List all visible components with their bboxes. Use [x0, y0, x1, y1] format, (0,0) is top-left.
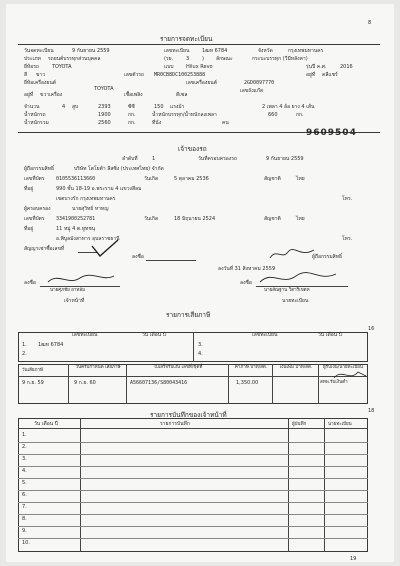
tax-col-divider-1	[68, 364, 69, 404]
year-value: 2016	[340, 64, 353, 70]
vehicle-class-value: 3	[186, 56, 190, 62]
owner-signature	[268, 246, 316, 262]
seat-unit: คน	[222, 120, 229, 126]
officer-log-row-number: 4.	[22, 468, 27, 474]
tax-col-divider-3	[228, 364, 229, 404]
owner-address-line1: 990 ชั้น 18-19 อ.พระราม 4 แขวงสีลม	[56, 186, 142, 192]
gross-weight-label: น้ำหนักรวม	[24, 120, 49, 126]
registrar-sign-line	[256, 286, 348, 287]
gross-weight-value: 2560	[98, 120, 111, 126]
color-value: ขาว	[36, 72, 46, 78]
reg-date-value: 9 กันยายน 2559	[72, 48, 110, 54]
officer-log-col-divider-2	[288, 418, 289, 552]
load-unit: กก.	[296, 112, 304, 118]
tax-date-header-left: วัน เดือน ปี	[142, 332, 166, 338]
officer-sign-prefix: ลงชื่อ	[24, 280, 36, 286]
chassis-label: เลขตัวรถ	[124, 72, 144, 78]
owner-address-line2: เขตบางรัก กรุงเทพมหานคร	[56, 196, 116, 202]
chassis-location-label: อยู่ที่	[306, 72, 316, 78]
officer-log-header-rule	[18, 428, 368, 429]
tax-header-signer: ผู้รับเงิน/นายทะเบียน	[323, 365, 363, 370]
owner-order-value: 1	[152, 156, 156, 162]
engine-number-value: 2GD0097770	[244, 80, 275, 86]
tax-corner-number: 16	[368, 326, 375, 332]
tax-plate-row3-number: 3.	[198, 342, 203, 348]
cylinders-value: 4	[62, 104, 66, 110]
tax-row-receipt: A56607136/S80043416	[130, 380, 188, 386]
holder-value: นายสุวิทย์ หาทญ	[72, 206, 109, 212]
officer-log-col-divider-1	[80, 418, 81, 552]
owner-sign-prefix: ลงชื่อ	[132, 254, 144, 260]
owner-heading: เจ้าของรถ	[178, 145, 207, 153]
engine-location-value: ขวาเครื่อง	[40, 92, 63, 98]
officer-log-row-number: 7.	[22, 504, 27, 510]
holder-address-line1: 11 หมู่ 4 ต.หูทชนุ	[56, 226, 96, 232]
year-label: รุ่นปี ค.ศ.	[306, 64, 327, 70]
engine-location-label: อยู่ที่	[24, 92, 34, 98]
officer-log-row-rule	[18, 454, 368, 455]
owner-sign-caption: ผู้ถือกรรมสิทธิ์	[312, 254, 343, 260]
officer-log-row-number: 9.	[22, 528, 27, 534]
officer-signature-check	[90, 238, 120, 260]
officer-sign-line	[40, 286, 120, 287]
officer-log-row-number: 5.	[22, 480, 27, 486]
owner-id-value: 0105536113660	[56, 176, 96, 182]
registrar-name: นายสัณฐาน วิดาริเขตห	[264, 288, 310, 293]
tax-col-divider-4	[272, 364, 273, 404]
officer-log-row-rule	[18, 502, 368, 503]
cc-unit: ซีซี	[128, 104, 135, 110]
officer-log-row-rule	[18, 514, 368, 515]
province-value: กรุงเทพมหานคร	[288, 48, 324, 54]
plate-value: 1ฒห 6784	[202, 48, 228, 54]
vehicle-class-label: (รย.	[164, 56, 174, 62]
tax-plate-row4-number: 4.	[198, 351, 203, 357]
registration-heading: รายการจดทะเบียน	[160, 35, 213, 43]
officer-log-row-rule	[18, 490, 368, 491]
tax-plate-row2-number: 2.	[22, 351, 27, 357]
brand-value: TOYOTA	[52, 64, 72, 70]
possession-date-value: 9 กันยายน 2559	[266, 156, 304, 162]
officer-log-table	[18, 418, 368, 552]
owner-address-label: ที่อยู่	[24, 186, 34, 192]
owner-nationality-label: สัญชาติ	[264, 176, 281, 182]
officer-log-corner-number: 18	[368, 408, 375, 414]
fuel-label: เชื้อเพลิง	[124, 92, 143, 98]
officer-log-row-rule	[18, 478, 368, 479]
engine-number-label: เลขเครื่องยนต์	[186, 80, 217, 86]
gas-tank-label: เลขถังแก๊ส	[240, 88, 263, 94]
vehicle-type-value: รถยนต์บรรทุกส่วนบุคคล	[48, 56, 101, 62]
tax-payment-header-rule	[18, 376, 368, 377]
tax-header-surcharge: เงินเพิ่ม บาท/สต.	[279, 365, 313, 370]
officer-log-row-rule	[18, 538, 368, 539]
owner-id-label: เลขที่บัตร	[24, 176, 45, 182]
officer-log-row-number: 2.	[22, 444, 27, 450]
owner-nationality-value: ไทย	[296, 176, 305, 182]
tax-col-divider-2	[126, 364, 127, 404]
tax-col-divider-5	[318, 364, 319, 404]
serial-stamp: 9609504	[306, 128, 357, 138]
registration-page	[6, 4, 394, 562]
seat-label: ที่นั่ง	[152, 120, 162, 126]
holder-address-label: ที่อยู่	[24, 226, 34, 232]
cc-value: 2393	[98, 104, 111, 110]
tax-header-due-date: วันครบกำหนด เสียภาษี	[75, 365, 121, 370]
fuel-value: ดีเซล	[176, 92, 188, 98]
color-label: สี	[24, 72, 28, 78]
registrar-signature	[258, 270, 338, 286]
owner-label: ผู้ถือกรรมสิทธิ์	[24, 166, 55, 172]
chassis-value: MR0CB8DC100253888	[154, 72, 206, 78]
officer-log-heading: รายการบันทึกของเจ้าหน้าที่	[150, 411, 227, 419]
officer-log-row-rule	[18, 526, 368, 527]
holder-nationality-value: ไทย	[296, 216, 305, 222]
tax-header-pay-date: วันเสียภาษี	[22, 368, 43, 373]
load-label: น้ำหนักบรรทุก/น้ำหนักลงเพลา	[152, 112, 217, 118]
tax-header-amount: ค่าภาษี บาท/สต.	[234, 365, 268, 370]
vehicle-class-close: )	[202, 56, 204, 62]
tax-row-signer: สทพ.รับเงินตำ	[320, 380, 348, 385]
officer-log-row-number: 8.	[22, 516, 27, 522]
officer-log-col-divider-3	[324, 418, 325, 552]
holder-id-value: 3341900252781	[56, 216, 96, 222]
tax-plate-row1-value: 1ฒห 6784	[38, 342, 64, 348]
registrar-caption: นายทะเบียน	[282, 298, 309, 304]
page-corner-mark: 8	[368, 20, 372, 26]
cylinders-label: จำนวน	[24, 104, 40, 110]
tax-header-receipt: ใบเสร็จรับเงิน เลขที่/ชุดที่	[153, 365, 203, 370]
style-label: ลักษณะ	[216, 56, 233, 62]
chassis-location-value: คลีแชร์	[322, 72, 338, 78]
axles-value: 2 เพลา 4 ล้อ ยาง 4 เส้น	[262, 104, 315, 110]
tax-row-pay-date: 9 ก.ย. 59	[22, 380, 44, 386]
owner-sign-line	[146, 260, 196, 261]
holder-id-label: เลขที่บัตร	[24, 216, 45, 222]
officer-log-row-number: 1.	[22, 432, 27, 438]
plate-label: เลขทะเบียน	[164, 48, 190, 54]
province-label: จังหวัด	[258, 48, 273, 54]
horsepower-unit: แรงม้า	[170, 104, 185, 110]
weight-unit: กก.	[128, 112, 136, 118]
officer-log-row-rule	[18, 442, 368, 443]
possession-date-label: วันที่ครอบครองรถ	[198, 156, 237, 162]
weight-value: 1900	[98, 112, 111, 118]
weight-label: น้ำหนักรถ	[24, 112, 46, 118]
officer-log-header-registrar: นายทะเบียน	[328, 422, 352, 427]
lease-contract-label: สัญญาเช่าซื้อเลขที่	[24, 246, 65, 252]
tax-plate-row1-number: 1.	[22, 342, 27, 348]
officer-caption: เจ้าหน้าที่	[64, 298, 85, 304]
tax-plate-header-left: เลขทะเบียน	[72, 332, 98, 338]
cylinders-unit: สูบ	[72, 104, 79, 110]
model-label: แบบ	[164, 64, 174, 70]
style-value: กระบะบรรทุก (วีมีหลังคา)	[252, 56, 308, 62]
load-value: 660	[268, 112, 278, 118]
officer-signature	[46, 272, 116, 286]
tax-plate-box-divider	[193, 332, 194, 362]
model-value: Hilux Revo	[186, 64, 213, 70]
holder-tel-label: โทร.	[342, 236, 353, 242]
tax-row-due-date: 9 ก.ย. 60	[74, 380, 96, 386]
owner-tel-label: โทร.	[342, 196, 353, 202]
page-bottom-number: 19	[350, 556, 357, 562]
holder-nationality-label: สัญชาติ	[264, 216, 281, 222]
officer-log-row-number: 10.	[22, 540, 30, 546]
engine-brand-label: ยี่ห้อเครื่องยนต์	[24, 80, 57, 86]
tax-date-header-right: วัน เดือน ปี	[318, 332, 342, 338]
holder-label: ผู้ครอบครอง	[24, 206, 51, 212]
tax-signer-signature	[332, 368, 368, 382]
holder-dob-label: วันเกิด	[144, 216, 159, 222]
vehicle-type-label: ประเภท	[24, 56, 41, 62]
gross-weight-unit: กก.	[128, 120, 136, 126]
sign-date: ลงวันที่ 31 สิงหาคม 2559	[218, 266, 276, 272]
holder-dob-value: 18 มิถุนายน 2524	[174, 216, 216, 222]
registration-top-rule	[18, 44, 380, 45]
owner-value: บริษัท โตโยต้า ลีสซิ่ง (ประเทศไทย) จำกัด	[74, 166, 164, 172]
officer-name: นายศุภชัย อาทลัม	[50, 288, 86, 293]
owner-dob-value: 5 ตุลาคม 2536	[174, 176, 209, 182]
reg-date-label: วันจดทะเบียน	[24, 48, 54, 54]
tax-heading: รายการเสียภาษี	[166, 311, 211, 319]
officer-log-row-number: 3.	[22, 456, 27, 462]
tax-payment-table	[18, 364, 368, 404]
officer-log-header-recorder: ผู้บันทึก	[292, 422, 307, 427]
brand-label: ยี่ห้อรถ	[24, 64, 39, 70]
tax-row-amount: 1,350.00	[236, 380, 259, 386]
tax-plate-header-right: เลขทะเบียน	[252, 332, 278, 338]
engine-brand-value: TOYOTA	[94, 86, 114, 92]
officer-log-header-record: รายการบันทึก	[160, 421, 190, 427]
registrar-sign-prefix: ลงชื่อ	[240, 280, 252, 286]
officer-log-row-number: 6.	[22, 492, 27, 498]
owner-dob-label: วันเกิด	[144, 176, 159, 182]
owner-order-label: ลำดับที่	[122, 156, 138, 162]
holder-address-line2: อ.พิบูลมังสาหาร อุบลราชธานี	[56, 236, 120, 242]
officer-log-header-date: วัน เดือน ปี	[34, 421, 58, 427]
officer-log-row-rule	[18, 466, 368, 467]
horsepower-value: 150	[154, 104, 164, 110]
